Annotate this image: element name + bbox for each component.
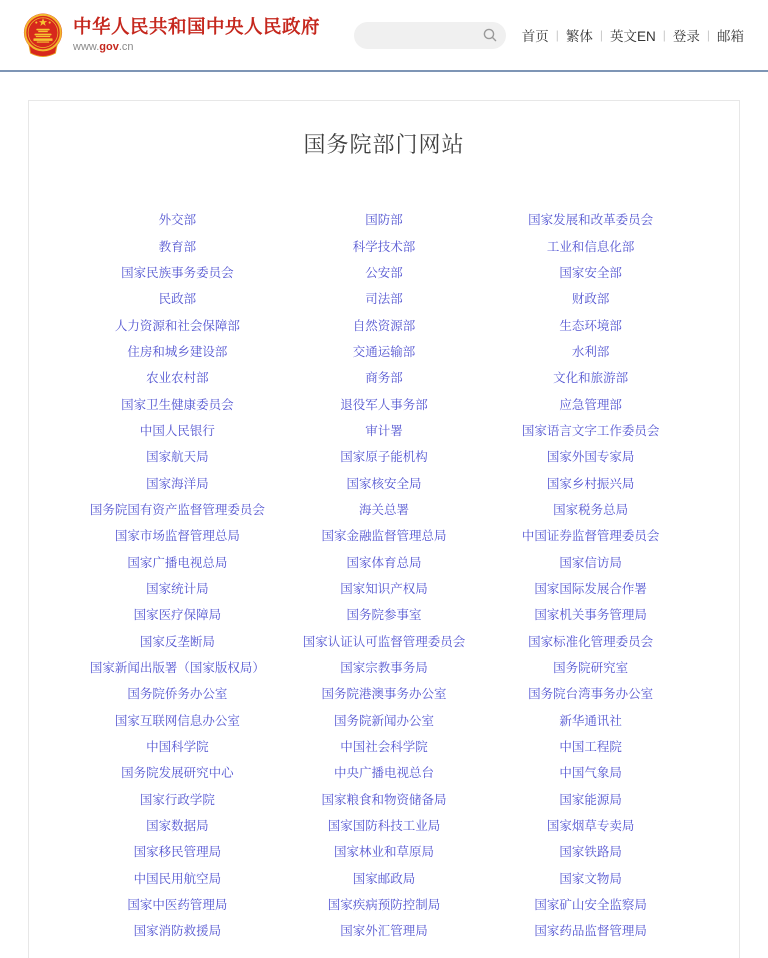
department-link[interactable]: 国家宗教事务局 xyxy=(340,661,428,676)
search-icon[interactable] xyxy=(482,27,498,43)
department-link[interactable]: 中国人民银行 xyxy=(139,423,215,438)
department-link[interactable]: 国家林业和草原局 xyxy=(333,845,434,860)
search-box[interactable] xyxy=(354,22,506,49)
department-link[interactable]: 住房和城乡建设部 xyxy=(127,344,228,359)
department-link[interactable]: 农业农村部 xyxy=(146,371,209,386)
department-link[interactable]: 国家广播电视总局 xyxy=(127,555,228,570)
department-link[interactable]: 中国气象局 xyxy=(559,766,622,781)
department-link[interactable]: 海关总署 xyxy=(358,502,409,517)
department-link[interactable]: 国家机关事务管理局 xyxy=(534,608,647,623)
department-link[interactable]: 科学技术部 xyxy=(352,239,416,254)
nav-separator: | xyxy=(555,28,559,42)
department-link[interactable]: 国家海洋局 xyxy=(146,476,209,491)
department-link[interactable]: 国家消防救援局 xyxy=(133,924,222,939)
department-link[interactable]: 国家标准化管理委员会 xyxy=(528,634,654,649)
department-link[interactable]: 国家发展和改革委员会 xyxy=(528,213,654,228)
department-link[interactable]: 外交部 xyxy=(158,213,197,228)
department-link[interactable]: 国家铁路局 xyxy=(559,845,622,860)
department-link[interactable]: 新华通讯社 xyxy=(559,713,622,728)
department-link[interactable]: 国家卫生健康委员会 xyxy=(121,397,234,412)
department-link[interactable]: 中国社会科学院 xyxy=(340,740,428,755)
departments-panel xyxy=(28,100,740,958)
department-link[interactable]: 中国民用航空局 xyxy=(133,871,222,886)
department-link[interactable]: 商务部 xyxy=(365,371,403,386)
url-www: www. xyxy=(73,40,100,53)
department-link[interactable]: 国家数据局 xyxy=(146,819,209,834)
site-title: 中华人民共和国中央人民政府 xyxy=(73,16,321,38)
department-link[interactable]: 生态环境部 xyxy=(559,318,622,333)
department-link[interactable]: 国家国际发展合作署 xyxy=(534,581,647,596)
department-link[interactable]: 国家核安全局 xyxy=(346,476,422,491)
department-link[interactable]: 民政部 xyxy=(158,292,197,307)
department-link[interactable]: 人力资源和社会保障部 xyxy=(114,318,240,333)
nav-separator: | xyxy=(599,28,603,42)
nav-home[interactable]: 首页 xyxy=(521,29,549,44)
department-link[interactable]: 国家市场监督管理总局 xyxy=(114,529,240,544)
department-link[interactable]: 国家体育总局 xyxy=(346,555,422,570)
nav-separator: | xyxy=(706,28,710,42)
department-link[interactable]: 国家原子能机构 xyxy=(340,450,428,465)
department-link[interactable]: 国家移民管理局 xyxy=(133,845,222,860)
department-link[interactable]: 国家互联网信息办公室 xyxy=(114,713,240,728)
department-link[interactable]: 国家行政学院 xyxy=(139,792,215,807)
department-link[interactable]: 应急管理部 xyxy=(559,397,622,412)
department-link[interactable]: 国家语言文字工作委员会 xyxy=(521,423,660,438)
department-link[interactable]: 国家粮食和物资储备局 xyxy=(321,792,447,807)
department-link[interactable]: 审计署 xyxy=(365,423,403,438)
department-link[interactable]: 国家信访局 xyxy=(559,555,622,570)
department-link[interactable]: 国家税务总局 xyxy=(553,502,629,517)
department-link[interactable]: 国务院国有资产监督管理委员会 xyxy=(89,502,265,517)
department-link[interactable]: 自然资源部 xyxy=(352,318,416,333)
department-link[interactable]: 退役军人事务部 xyxy=(340,397,428,412)
department-link[interactable]: 国家能源局 xyxy=(559,792,622,807)
department-link[interactable]: 国家矿山安全监察局 xyxy=(534,898,647,913)
department-link[interactable]: 中央广播电视总台 xyxy=(333,766,434,781)
department-link[interactable]: 国家金融监督管理总局 xyxy=(321,529,447,544)
search-input[interactable] xyxy=(366,27,482,43)
department-link[interactable]: 国务院发展研究中心 xyxy=(121,766,234,781)
department-link[interactable]: 国务院参事室 xyxy=(346,608,422,623)
department-link[interactable]: 国家中医药管理局 xyxy=(127,898,228,913)
department-link[interactable]: 国家文物局 xyxy=(559,871,622,886)
nav-traditional[interactable]: 繁体 xyxy=(565,29,593,44)
site-url xyxy=(73,41,320,53)
department-link[interactable]: 国家民族事务委员会 xyxy=(121,265,234,280)
department-link[interactable]: 国家认证认可监督管理委员会 xyxy=(302,634,466,649)
gov-logo[interactable] xyxy=(22,11,320,59)
top-nav xyxy=(522,25,744,45)
department-link[interactable]: 国家药品监督管理局 xyxy=(534,924,647,939)
department-link[interactable]: 司法部 xyxy=(365,292,403,307)
department-link[interactable]: 国家航天局 xyxy=(146,450,209,465)
nav-mail[interactable]: 邮箱 xyxy=(717,29,744,44)
department-link[interactable]: 国家新闻出版署（国家版权局） xyxy=(89,661,265,676)
department-link[interactable]: 水利部 xyxy=(571,344,610,359)
department-link[interactable]: 国务院新闻办公室 xyxy=(333,713,434,728)
national-emblem-icon xyxy=(22,11,64,59)
logo-text xyxy=(73,17,320,52)
department-link[interactable]: 国家外国专家局 xyxy=(546,450,635,465)
department-link[interactable]: 国家乡村振兴局 xyxy=(546,476,635,491)
departments-grid xyxy=(29,206,739,944)
department-link[interactable]: 国家疾病预防控制局 xyxy=(327,898,441,913)
department-link[interactable]: 国家外汇管理局 xyxy=(340,924,428,939)
department-link[interactable]: 国务院台湾事务办公室 xyxy=(528,687,654,702)
department-link[interactable]: 国务院侨务办公室 xyxy=(127,687,228,702)
url-cn: .cn xyxy=(118,40,134,53)
department-link[interactable]: 国家知识产权局 xyxy=(340,581,428,596)
nav-login[interactable]: 登录 xyxy=(672,29,700,44)
nav-english[interactable]: 英文EN xyxy=(609,29,656,44)
department-link[interactable]: 国务院研究室 xyxy=(553,661,629,676)
department-link[interactable]: 教育部 xyxy=(158,239,197,254)
department-link[interactable]: 公安部 xyxy=(365,265,403,280)
department-link[interactable]: 国家统计局 xyxy=(146,581,209,596)
department-link[interactable]: 国防部 xyxy=(365,213,403,228)
department-link[interactable]: 中国工程院 xyxy=(559,740,622,755)
department-link[interactable]: 交通运输部 xyxy=(352,344,416,359)
department-link[interactable]: 国家烟草专卖局 xyxy=(546,819,635,834)
department-link[interactable]: 国家反垄断局 xyxy=(139,634,215,649)
department-link[interactable]: 国务院港澳事务办公室 xyxy=(321,687,447,702)
department-link[interactable]: 中国证券监督管理委员会 xyxy=(521,529,660,544)
site-header xyxy=(0,0,768,72)
department-link[interactable]: 中国科学院 xyxy=(146,740,209,755)
department-link[interactable]: 国家国防科技工业局 xyxy=(327,819,441,834)
department-link[interactable]: 财政部 xyxy=(571,292,610,307)
department-link[interactable]: 工业和信息化部 xyxy=(546,239,635,254)
nav-separator: | xyxy=(662,28,666,42)
page-title: 国务院部门网站 xyxy=(303,132,465,157)
department-link[interactable]: 国家安全部 xyxy=(559,265,622,280)
url-gov: gov xyxy=(99,40,119,53)
department-link[interactable]: 文化和旅游部 xyxy=(553,371,629,386)
department-link[interactable]: 国家医疗保障局 xyxy=(133,608,222,623)
department-link[interactable]: 国家邮政局 xyxy=(352,871,416,886)
